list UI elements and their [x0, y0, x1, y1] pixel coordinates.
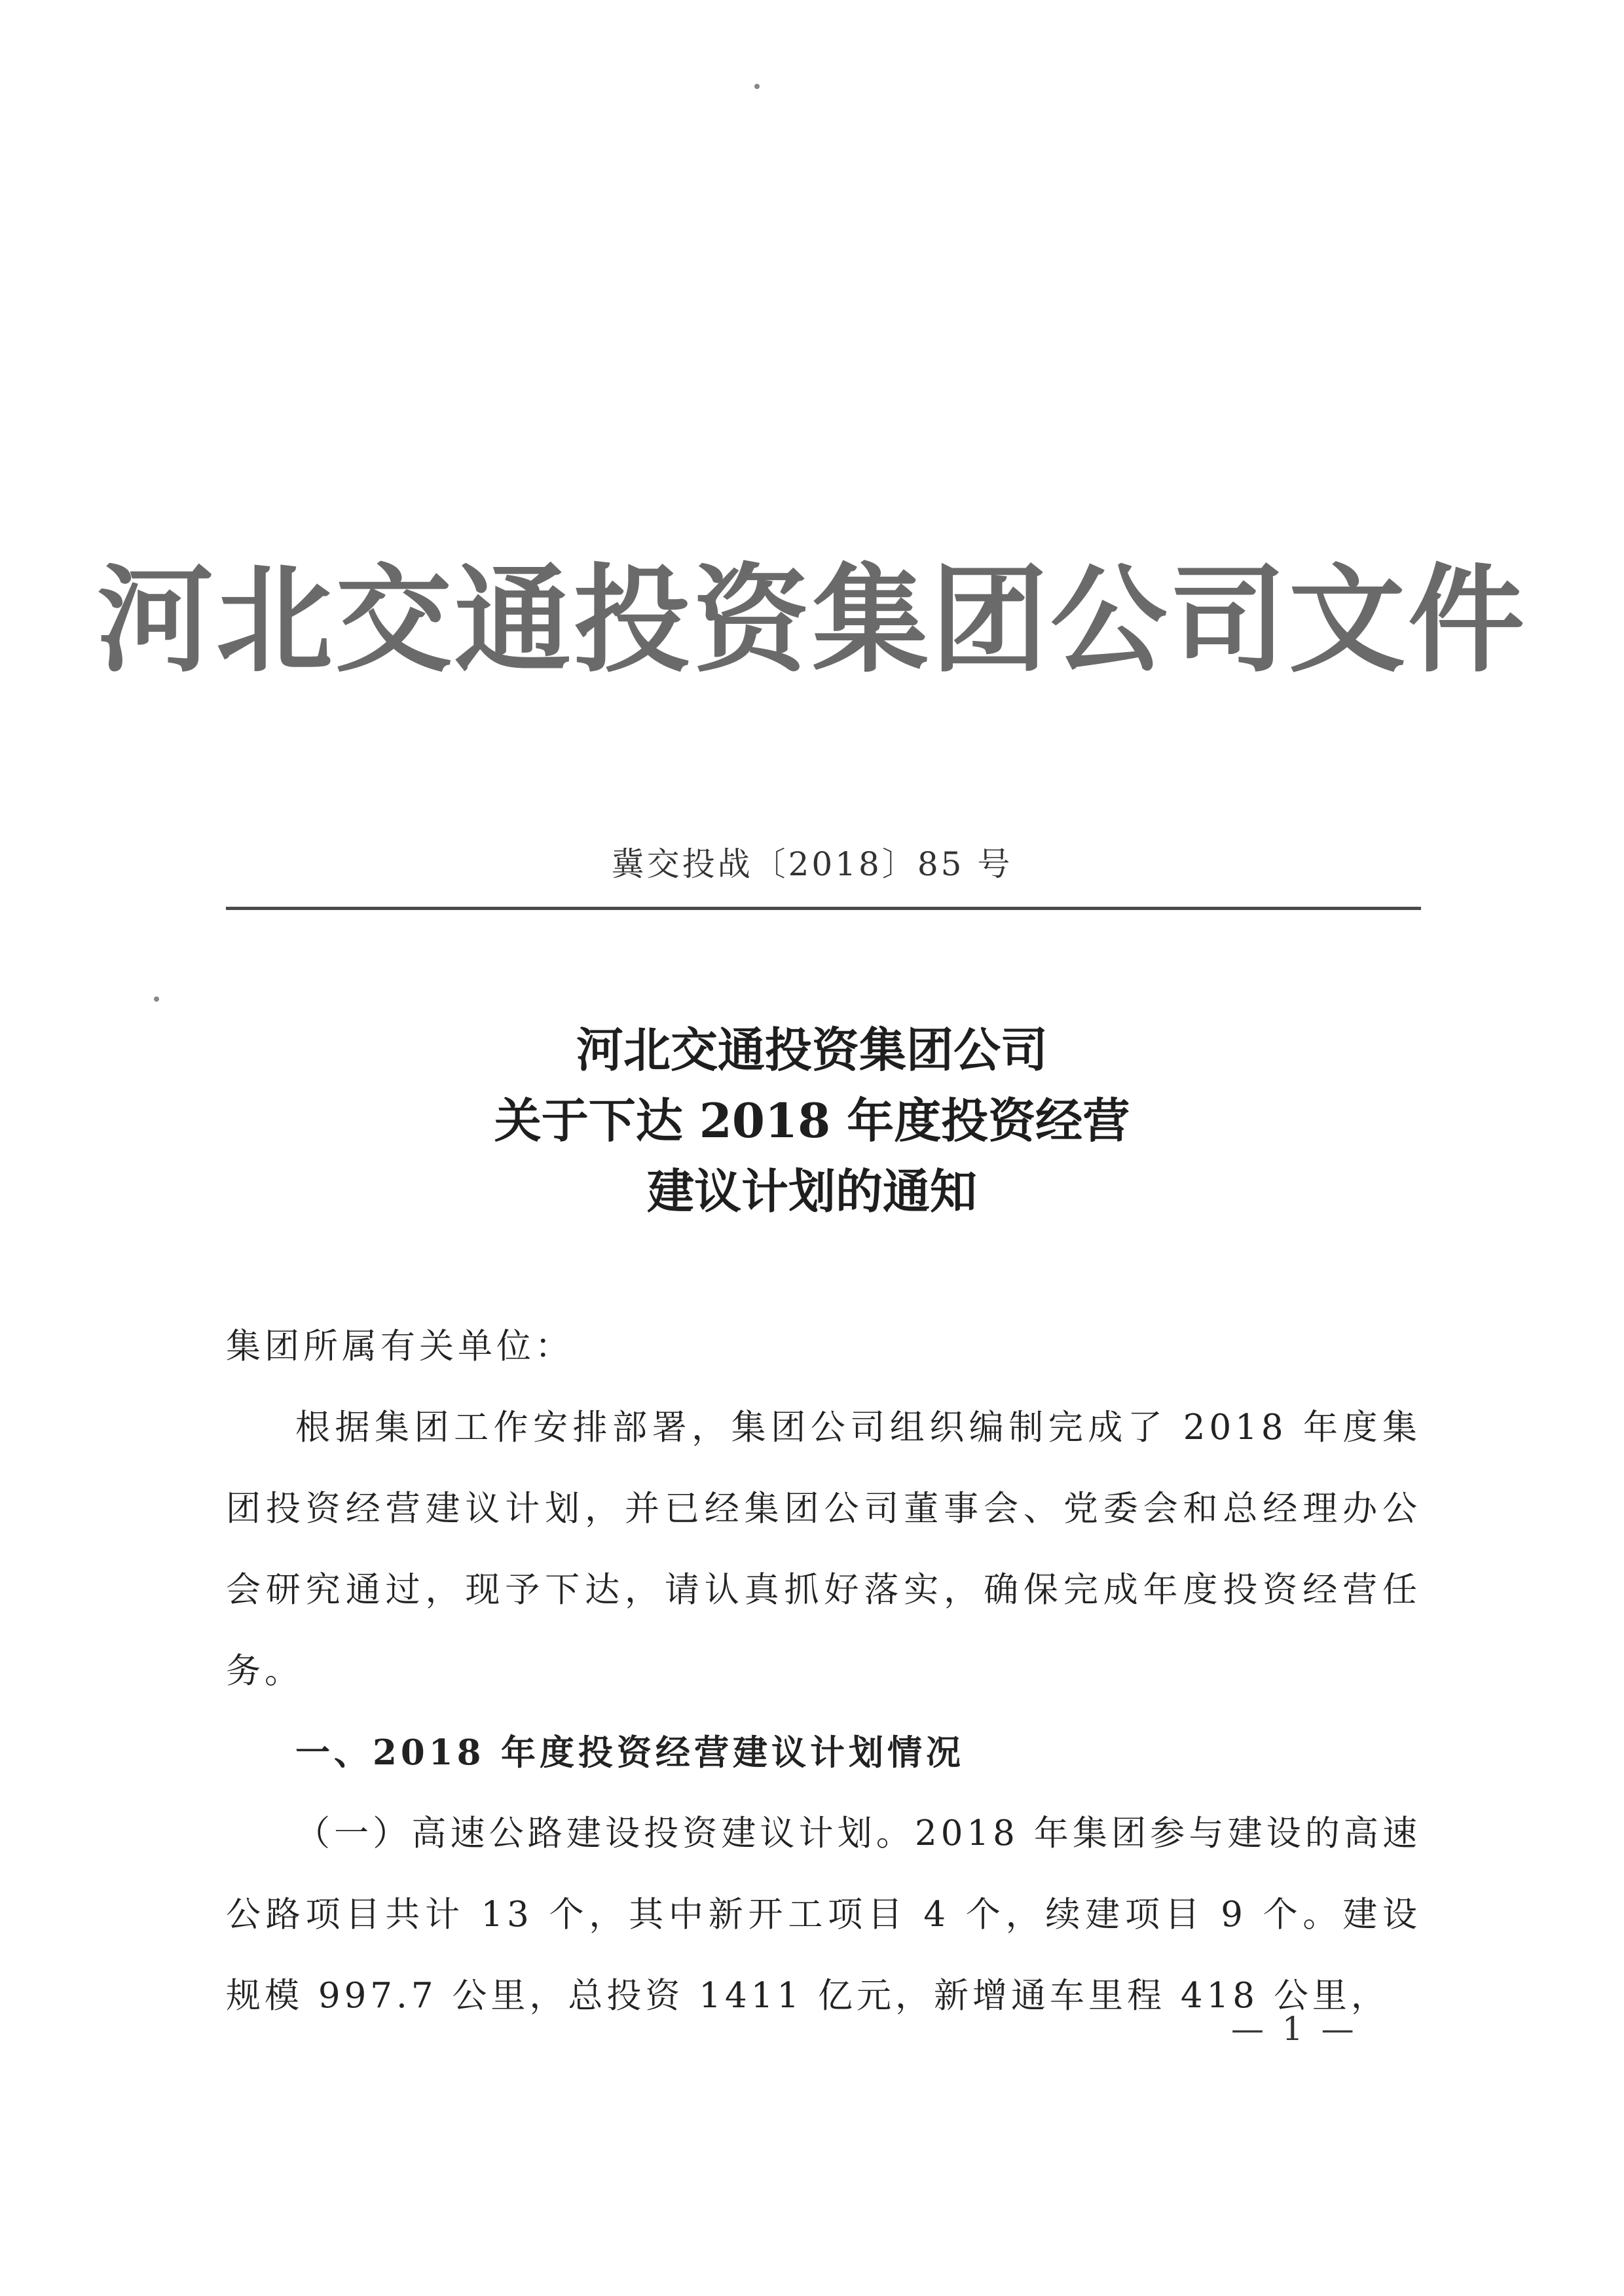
- section-heading-1: 一、2018 年度投资经营建议计划情况: [295, 1732, 965, 1773]
- document-number: 冀交投战〔2018〕85 号: [611, 845, 1013, 883]
- title-line-3: 建议计划的通知: [646, 1163, 977, 1219]
- title-line-2: 关于下达 2018 年度投资经营: [494, 1093, 1130, 1148]
- notice-body: [226, 1306, 1421, 2037]
- header-divider: [226, 907, 1421, 910]
- body-paragraph-1: 根据集团工作安排部署，集团公司组织编制完成了 2018 年度集团投资经营建议计划，并已经集团公司董事会、党委会和总经理办公会研究通过，现予下达，请认真抓好落实，确保完成年度投资经营任务。: [226, 1408, 1421, 1691]
- document-masthead: 河北交通投资集团公司文件: [97, 551, 1527, 688]
- title-line-1: 河北交通投资集团公司: [576, 1022, 1048, 1078]
- scan-speck: [754, 84, 760, 89]
- scan-speck: [154, 996, 159, 1002]
- notice-title: [0, 1015, 1624, 1227]
- salutation: 集团所属有关单位：: [226, 1326, 574, 1366]
- body-paragraph-2: （一）高速公路建设投资建议计划。2018 年集团参与建设的高速公路项目共计 13 个，其中新开工项目 4 个，续建项目 9 个。建设规模 997.7 公里，总投资 1411 亿元，新增通车里程 418 公里，: [226, 1813, 1421, 2016]
- page-number: — 1 —: [1231, 2010, 1358, 2048]
